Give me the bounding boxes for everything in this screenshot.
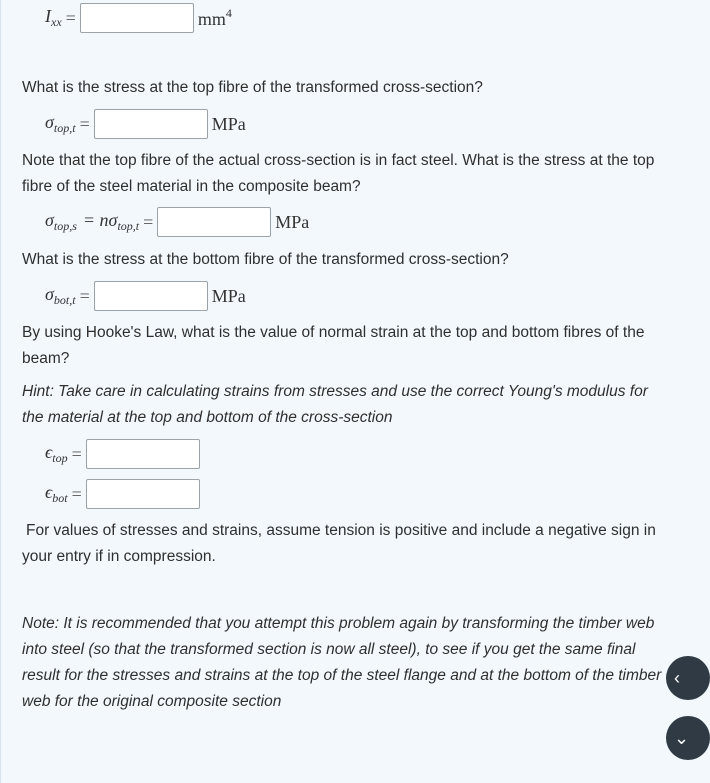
- question-hooke: By using Hooke's Law, what is the value of normal strain at the top and bottom fibres of the beam?: [22, 324, 645, 367]
- sigma-top-t-symbol: $\sigma_{top,t}$: [45, 112, 76, 135]
- question-top-transformed: What is the stress at the top fibre of the transformed cross-section?: [22, 79, 483, 96]
- ixx-unit: $mm^4$: [197, 6, 232, 29]
- sigma-bot-t-input[interactable]: [94, 281, 208, 311]
- hint-text: Hint: Take care in calculating strains from stresses and use the correct Young's modulus for the material at the top and bottom of the cross-section: [22, 383, 648, 426]
- equals-sign: =: [79, 285, 90, 306]
- chevron-left-icon: ‹: [674, 667, 680, 688]
- ixx-symbol: $I_{xx}$: [45, 6, 62, 29]
- eps-bot-input[interactable]: [86, 479, 200, 509]
- sigma-top-s-row: [45, 207, 309, 237]
- sigma-top-s-symbol: $\sigma_{top,s}$: [45, 210, 77, 233]
- sigma-top-t-unit: MPa: [211, 113, 246, 134]
- eps-bot-row: [45, 479, 200, 509]
- side-button-left[interactable]: [666, 656, 710, 700]
- sign-convention-note: For values of stresses and strains, assume tension is positive and include a negative sign in your entry if in compression.: [22, 522, 656, 565]
- final-note: Note: It is recommended that you attempt this problem again by transforming the timber web into steel (so that the transformed section is now all steel), to see if you get the same final result for the stresses and strains at the top of the steel flange and at the bottom of the timber web for the original composite section: [22, 615, 662, 710]
- equals-sign: =: [71, 443, 82, 464]
- eps-bot-symbol: $\epsilon_{bot}$: [45, 482, 68, 505]
- sigma-top-t-row: [45, 109, 246, 139]
- sigma-bot-t-row: [45, 281, 246, 311]
- sigma-top-s-unit: MPa: [275, 211, 310, 232]
- equals-sign: =: [79, 113, 90, 134]
- ixx-input[interactable]: [80, 3, 194, 33]
- ixx-row: [45, 3, 232, 33]
- sigma-top-t-input[interactable]: [94, 109, 208, 139]
- equals-sign: =: [65, 7, 76, 28]
- question-steel-top: Note that the top fibre of the actual cross-section is in fact steel. What is the stress at the top fibre of the steel material in the composite beam?: [22, 152, 655, 195]
- question-bottom-transformed: What is the stress at the bottom fibre of the transformed cross-section?: [22, 251, 509, 268]
- sigma-top-s-input[interactable]: [157, 207, 271, 237]
- sigma-bot-t-symbol: $\sigma_{bot,t}$: [45, 284, 76, 307]
- eps-top-input[interactable]: [86, 439, 200, 469]
- eps-top-row: [45, 439, 200, 469]
- eps-top-symbol: $\epsilon_{top}$: [45, 442, 68, 465]
- chevron-down-icon: ⌄: [674, 727, 690, 748]
- side-button-down[interactable]: [666, 716, 710, 760]
- equals-sign: =: [143, 211, 154, 232]
- equals-sign: =: [71, 483, 82, 504]
- n-sigma-expression: = $n\sigma_{top,t}$: [82, 210, 140, 233]
- sigma-bot-t-unit: MPa: [211, 285, 246, 306]
